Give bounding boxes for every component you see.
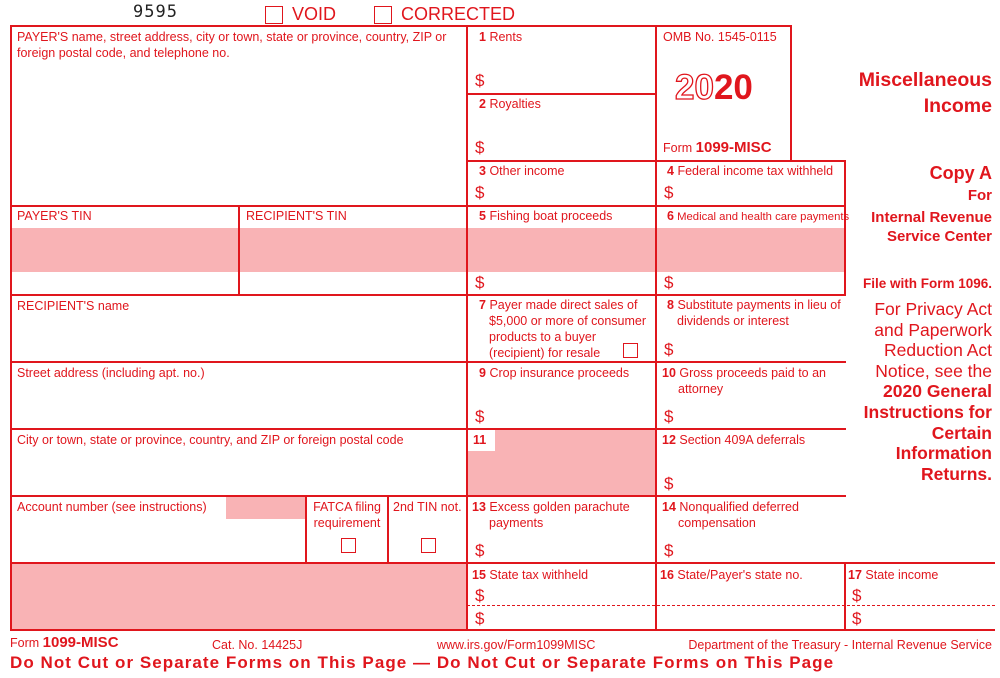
box5-label [479,208,612,224]
box10-number: 10 [662,366,676,380]
copy-a-for: For [967,187,992,204]
box6-dollar: $ [664,273,674,292]
box10-label [662,365,826,397]
box14-line1: Nonqualified deferred [679,500,799,514]
box5-number: 5 [479,209,486,223]
tax-year-bold: 20 [713,68,753,107]
box7-line4: (recipient) for resale [489,346,601,360]
box1-label [479,29,522,45]
box7-line2: $5,000 or more of consumer [489,314,647,328]
void-checkbox[interactable] [265,6,283,24]
box17-state-income-field-2[interactable] [866,607,994,628]
box1-rents-field[interactable] [490,60,654,92]
box17-state-income-field-1[interactable] [866,584,994,604]
box1-dollar: $ [475,71,485,90]
payer-name-address-label: PAYER'S name, street address, city or town, state or province, country, ZIP or foreign postal code, and telephone no. [17,30,447,60]
form-title [859,67,992,119]
account-shade [226,496,306,519]
recipient-tin-label: RECIPIENT'S TIN [246,209,347,223]
box6-label [667,208,849,225]
second-tin-label: 2nd TIN not. [393,500,462,514]
recipient-name-label: RECIPIENT'S name [17,299,130,313]
box3-label [479,163,564,179]
box3-text: Other income [489,164,565,178]
footer-cat-no: Cat. No. 14425J [212,638,303,652]
box13-number: 13 [472,500,486,514]
box7-line3: products to a buyer [489,330,597,344]
do-not-cut-warning: Do Not Cut or Separate Forms on This Page — Do Not Cut or Separate Forms on This Page [10,653,835,672]
footer-dept: Department of the Treasury - Internal Revenue Service [688,638,992,652]
box8-label [667,297,841,329]
box8-number: 8 [667,298,674,312]
box2-label [479,96,541,112]
box14-line2: compensation [678,516,756,530]
privacy-line-3: Reduction Act [884,340,992,361]
box17-dollar-2: $ [852,609,862,628]
form-title-line1: Miscellaneous [858,69,992,91]
box12-dollar: $ [664,474,674,493]
account-number-field[interactable] [12,520,305,562]
box10-line1: Gross proceeds paid to an [679,366,827,380]
instructions-line-3: Certain [931,422,992,443]
box10-line2: attorney [678,382,724,396]
void-label: VOID [292,4,337,24]
instructions-line-4: Information [895,443,992,464]
box7-checkbox[interactable] [623,343,638,358]
recipient-tin-field[interactable] [240,228,466,272]
box3-number: 3 [479,164,486,178]
box17-text: State income [865,568,939,582]
privacy-line-4: Notice, see the [875,360,992,381]
box6-text: Medical and health care payments [677,211,850,223]
box4-federal-tax-field[interactable] [679,180,843,204]
box14-dollar: $ [664,541,674,560]
box15-dollar-1: $ [475,586,485,605]
box9-label [479,365,629,381]
box13-label [472,499,630,531]
form-code: 9595 [133,2,178,22]
box12-409a-field[interactable] [679,460,843,494]
box5-fishing-boat-field[interactable] [490,228,654,293]
box2-dollar: $ [475,138,485,157]
footer-form-id [10,634,119,651]
box15-text: State tax withheld [489,568,589,582]
box15-dollar-2: $ [475,609,485,628]
tax-year [675,68,753,108]
tax-year-outline: 20 [675,68,714,107]
payer-name-address-field[interactable] [12,62,466,204]
box13-dollar: $ [475,541,485,560]
form-title-line2: Income [923,95,992,117]
privacy-line-1: For Privacy Act [874,299,992,319]
box4-number: 4 [667,164,674,178]
box15-number: 15 [472,568,486,582]
file-with-note: File with Form 1096. [862,276,992,291]
form-id-prefix: Form [663,141,693,155]
instructions-line-1: 2020 General [883,381,992,402]
privacy-line-2: and Paperwork [874,319,992,340]
box7-line1: Payer made direct sales of [489,298,638,312]
box6-number: 6 [667,209,674,223]
payer-tin-field[interactable] [12,228,238,272]
box16-text: State/Payer's state no. [677,568,803,582]
box2-royalties-field[interactable] [490,126,654,159]
box5-text: Fishing boat proceeds [489,209,613,223]
box9-crop-insurance-field[interactable] [490,396,654,427]
city-state-zip-field[interactable] [12,450,466,495]
footer-form-name: 1099-MISC [42,634,119,651]
box12-number: 12 [662,433,676,447]
box9-text: Crop insurance proceeds [489,366,630,380]
box16-state-no-field-2[interactable] [657,607,843,628]
box15-state-tax-field-1[interactable] [490,584,654,604]
box17-dollar-1: $ [852,586,862,605]
box8-dollar: $ [664,340,674,359]
box13-line2: payments [489,516,544,530]
box7-label [479,297,646,361]
box11-field[interactable] [495,430,655,495]
box12-text: Section 409A deferrals [679,433,806,447]
box5-dollar: $ [475,273,485,292]
box13-line1: Excess golden parachute [489,500,630,514]
fatca-label [307,499,387,531]
omb-number: OMB No. 1545-0115 [663,30,777,44]
footer-url[interactable]: www.irs.gov/Form1099MISC [437,638,596,652]
box14-nonqualified-field[interactable] [679,534,843,561]
copy-a-irs-line1: Internal Revenue [871,209,992,226]
box17-label [848,567,938,583]
box16-label [660,567,803,583]
box14-label [662,499,799,531]
box2-text: Royalties [489,97,541,111]
recipient-name-field[interactable] [12,316,466,361]
city-state-zip-label: City or town, state or province, country, and ZIP or foreign postal code [17,433,404,447]
box17-number: 17 [848,568,862,582]
box13-golden-parachute-field[interactable] [490,534,654,561]
box1-text: Rents [489,30,523,44]
second-tin-checkbox[interactable] [421,538,436,553]
box6-medical-field[interactable] [679,228,843,293]
instructions-line-5: Returns. [921,463,992,484]
box16-state-no-field-1[interactable] [657,584,843,604]
form-id [663,139,772,156]
box11-label [473,432,486,448]
box8-line1: Substitute payments in lieu of [677,298,841,312]
box11-number: 11 [473,433,487,447]
privacy-notice [864,299,992,484]
form-id-name: 1099-MISC [695,139,772,156]
box2-number: 2 [479,97,486,111]
box4-dollar: $ [664,183,674,202]
payer-tin-label: PAYER'S TIN [17,209,92,223]
box15-label [472,567,588,583]
box8-substitute-payments-field[interactable] [679,334,843,360]
box10-attorney-field[interactable] [679,400,843,427]
copy-a-irs-line2: Service Center [886,228,992,245]
street-address-field[interactable] [12,383,466,428]
box4-label [667,163,833,179]
copy-a-title: Copy A [929,163,992,183]
fatca-label-line2: requirement [313,516,381,530]
box1-number: 1 [479,30,486,44]
street-address-label: Street address (including apt. no.) [17,366,205,380]
box16-number: 16 [660,568,674,582]
instructions-line-2: Instructions for [863,401,992,422]
fatca-checkbox[interactable] [341,538,356,553]
box9-dollar: $ [475,407,485,426]
box14-number: 14 [662,500,676,514]
corrected-checkbox[interactable] [374,6,392,24]
footer-form-prefix: Form [10,636,40,650]
box15-state-tax-field-2[interactable] [490,607,654,628]
fatca-label-line1: FATCA filing [313,500,381,514]
copy-a-block [871,162,992,246]
corrected-label: CORRECTED [401,4,516,24]
state-left-shade [11,563,467,630]
state-row-divider [467,605,995,606]
box10-dollar: $ [664,407,674,426]
box9-number: 9 [479,366,486,380]
box3-other-income-field[interactable] [490,180,654,204]
box4-text: Federal income tax withheld [677,164,834,178]
box12-label [662,432,805,448]
box8-line2: dividends or interest [677,314,789,328]
box3-dollar: $ [475,183,485,202]
account-number-label: Account number (see instructions) [17,500,207,514]
box7-number: 7 [479,298,486,312]
